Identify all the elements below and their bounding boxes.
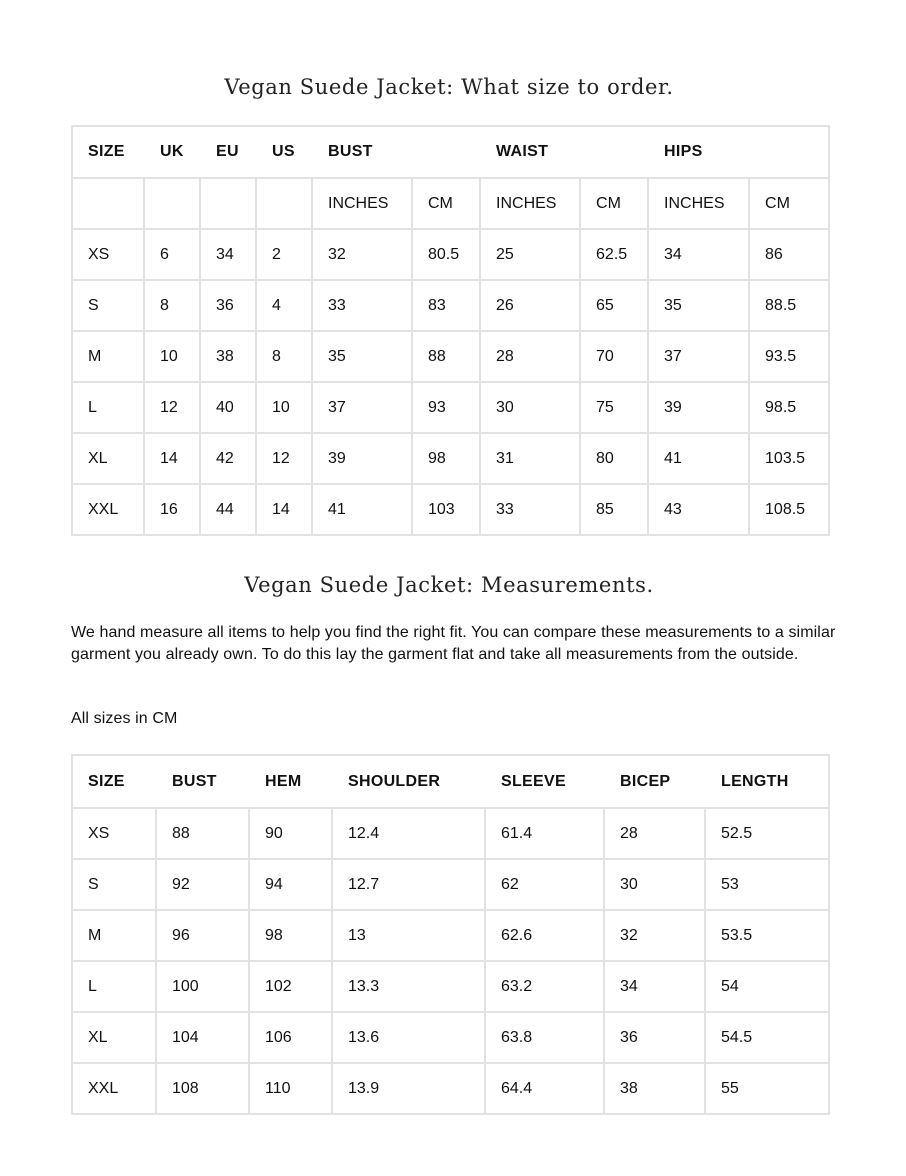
table-cell: 62.6 — [485, 910, 604, 961]
table-cell: 34 — [200, 229, 256, 280]
size-chart-header-row — [72, 126, 829, 178]
table-cell: 93.5 — [749, 331, 829, 382]
table-cell: 30 — [604, 859, 705, 910]
table-cell: 26 — [480, 280, 580, 331]
table-cell: M — [72, 910, 156, 961]
table-row — [72, 433, 829, 484]
table-cell: 10 — [144, 331, 200, 382]
header-cell-length: LENGTH — [705, 755, 829, 808]
table-cell: 98.5 — [749, 382, 829, 433]
subheader-cell — [72, 178, 144, 229]
table-cell: 88.5 — [749, 280, 829, 331]
header-cell-sleeve: SLEEVE — [485, 755, 604, 808]
table-cell: 108.5 — [749, 484, 829, 535]
table-cell: 25 — [480, 229, 580, 280]
table-cell: 61.4 — [485, 808, 604, 859]
subheader-hips-inches: INCHES — [648, 178, 749, 229]
table-cell: 92 — [156, 859, 249, 910]
table-cell: XXL — [72, 1063, 156, 1114]
table-cell: 54.5 — [705, 1012, 829, 1063]
subheader-waist-cm: CM — [580, 178, 648, 229]
measurements-intro: We hand measure all items to help you find the right fit. You can compare these measurements to a similar garment you already own. To do this lay the garment flat and take all measurements from the outside. — [71, 624, 836, 663]
size-chart-title: Vegan Suede Jacket: What size to order. — [224, 75, 674, 99]
size-chart-subheader-row — [72, 178, 829, 229]
header-cell-waist: WAIST — [480, 126, 648, 178]
table-cell: 13.3 — [332, 961, 485, 1012]
table-cell: XS — [72, 808, 156, 859]
table-cell: 75 — [580, 382, 648, 433]
table-cell: 8 — [144, 280, 200, 331]
table-cell: 62.5 — [580, 229, 648, 280]
table-cell: 32 — [312, 229, 412, 280]
header-cell-hips: HIPS — [648, 126, 829, 178]
table-cell: 12.4 — [332, 808, 485, 859]
table-row — [72, 331, 829, 382]
table-cell: 103.5 — [749, 433, 829, 484]
table-cell: XS — [72, 229, 144, 280]
table-cell: 90 — [249, 808, 332, 859]
table-cell: 108 — [156, 1063, 249, 1114]
table-cell: 96 — [156, 910, 249, 961]
table-cell: 36 — [604, 1012, 705, 1063]
table-row — [72, 382, 829, 433]
table-cell: 6 — [144, 229, 200, 280]
table-cell: 34 — [604, 961, 705, 1012]
subheader-cell — [144, 178, 200, 229]
table-cell: 94 — [249, 859, 332, 910]
table-cell: 85 — [580, 484, 648, 535]
table-cell: 30 — [480, 382, 580, 433]
table-cell: 41 — [312, 484, 412, 535]
table-cell: XL — [72, 1012, 156, 1063]
table-cell: 12 — [256, 433, 312, 484]
subheader-waist-inches: INCHES — [480, 178, 580, 229]
table-cell: 53 — [705, 859, 829, 910]
table-cell: 28 — [604, 808, 705, 859]
table-cell: 70 — [580, 331, 648, 382]
table-cell: L — [72, 961, 156, 1012]
table-cell: 35 — [648, 280, 749, 331]
table-row — [72, 808, 829, 859]
header-cell-eu: EU — [200, 126, 256, 178]
table-cell: 98 — [412, 433, 480, 484]
table-cell: 83 — [412, 280, 480, 331]
table-cell: 98 — [249, 910, 332, 961]
table-cell: 62 — [485, 859, 604, 910]
table-cell: 65 — [580, 280, 648, 331]
table-cell: 13.9 — [332, 1063, 485, 1114]
header-cell-shoulder: SHOULDER — [332, 755, 485, 808]
table-cell: 12.7 — [332, 859, 485, 910]
table-cell: 13.6 — [332, 1012, 485, 1063]
table-cell: 8 — [256, 331, 312, 382]
table-row — [72, 961, 829, 1012]
table-cell: XL — [72, 433, 144, 484]
table-cell: L — [72, 382, 144, 433]
header-cell-bust: BUST — [312, 126, 480, 178]
table-cell: 110 — [249, 1063, 332, 1114]
units-note: All sizes in CM — [71, 710, 178, 727]
table-cell: 37 — [312, 382, 412, 433]
subheader-cell — [200, 178, 256, 229]
table-cell: 4 — [256, 280, 312, 331]
table-cell: 38 — [200, 331, 256, 382]
table-cell: 104 — [156, 1012, 249, 1063]
measurements-header-row — [72, 755, 829, 808]
measurements-title: Vegan Suede Jacket: Measurements. — [244, 573, 654, 597]
table-cell: 63.2 — [485, 961, 604, 1012]
header-cell-us: US — [256, 126, 312, 178]
table-cell: 12 — [144, 382, 200, 433]
table-cell: 55 — [705, 1063, 829, 1114]
table-cell: 106 — [249, 1012, 332, 1063]
table-cell: 10 — [256, 382, 312, 433]
table-row — [72, 229, 829, 280]
table-cell: 80.5 — [412, 229, 480, 280]
table-cell: 103 — [412, 484, 480, 535]
subheader-cell — [256, 178, 312, 229]
table-cell: 31 — [480, 433, 580, 484]
measurements-table — [71, 754, 830, 1115]
table-cell: S — [72, 859, 156, 910]
table-row — [72, 1012, 829, 1063]
header-cell-uk: UK — [144, 126, 200, 178]
table-cell: 38 — [604, 1063, 705, 1114]
table-cell: 14 — [256, 484, 312, 535]
table-cell: XXL — [72, 484, 144, 535]
table-cell: 63.8 — [485, 1012, 604, 1063]
table-cell: 100 — [156, 961, 249, 1012]
table-cell: 86 — [749, 229, 829, 280]
table-cell: 33 — [312, 280, 412, 331]
table-cell: 28 — [480, 331, 580, 382]
table-cell: M — [72, 331, 144, 382]
table-cell: 39 — [648, 382, 749, 433]
table-row — [72, 280, 829, 331]
table-cell: 54 — [705, 961, 829, 1012]
table-cell: 34 — [648, 229, 749, 280]
table-cell: 80 — [580, 433, 648, 484]
table-cell: 53.5 — [705, 910, 829, 961]
table-cell: 32 — [604, 910, 705, 961]
table-row — [72, 910, 829, 961]
subheader-bust-inches: INCHES — [312, 178, 412, 229]
table-cell: 52.5 — [705, 808, 829, 859]
table-cell: S — [72, 280, 144, 331]
header-cell-hem: HEM — [249, 755, 332, 808]
size-chart-table — [71, 125, 830, 536]
table-cell: 40 — [200, 382, 256, 433]
table-cell: 93 — [412, 382, 480, 433]
table-row — [72, 484, 829, 535]
table-cell: 39 — [312, 433, 412, 484]
header-cell-bust: BUST — [156, 755, 249, 808]
table-cell: 44 — [200, 484, 256, 535]
table-row — [72, 1063, 829, 1114]
header-cell-size: SIZE — [72, 755, 156, 808]
table-cell: 64.4 — [485, 1063, 604, 1114]
table-cell: 35 — [312, 331, 412, 382]
header-cell-bicep: BICEP — [604, 755, 705, 808]
table-cell: 88 — [156, 808, 249, 859]
table-cell: 42 — [200, 433, 256, 484]
table-cell: 2 — [256, 229, 312, 280]
table-cell: 37 — [648, 331, 749, 382]
table-cell: 43 — [648, 484, 749, 535]
table-cell: 36 — [200, 280, 256, 331]
table-cell: 16 — [144, 484, 200, 535]
table-cell: 102 — [249, 961, 332, 1012]
subheader-bust-cm: CM — [412, 178, 480, 229]
header-cell-size: SIZE — [72, 126, 144, 178]
table-cell: 33 — [480, 484, 580, 535]
table-cell: 13 — [332, 910, 485, 961]
subheader-hips-cm: CM — [749, 178, 829, 229]
table-cell: 14 — [144, 433, 200, 484]
table-cell: 41 — [648, 433, 749, 484]
table-cell: 88 — [412, 331, 480, 382]
table-row — [72, 859, 829, 910]
